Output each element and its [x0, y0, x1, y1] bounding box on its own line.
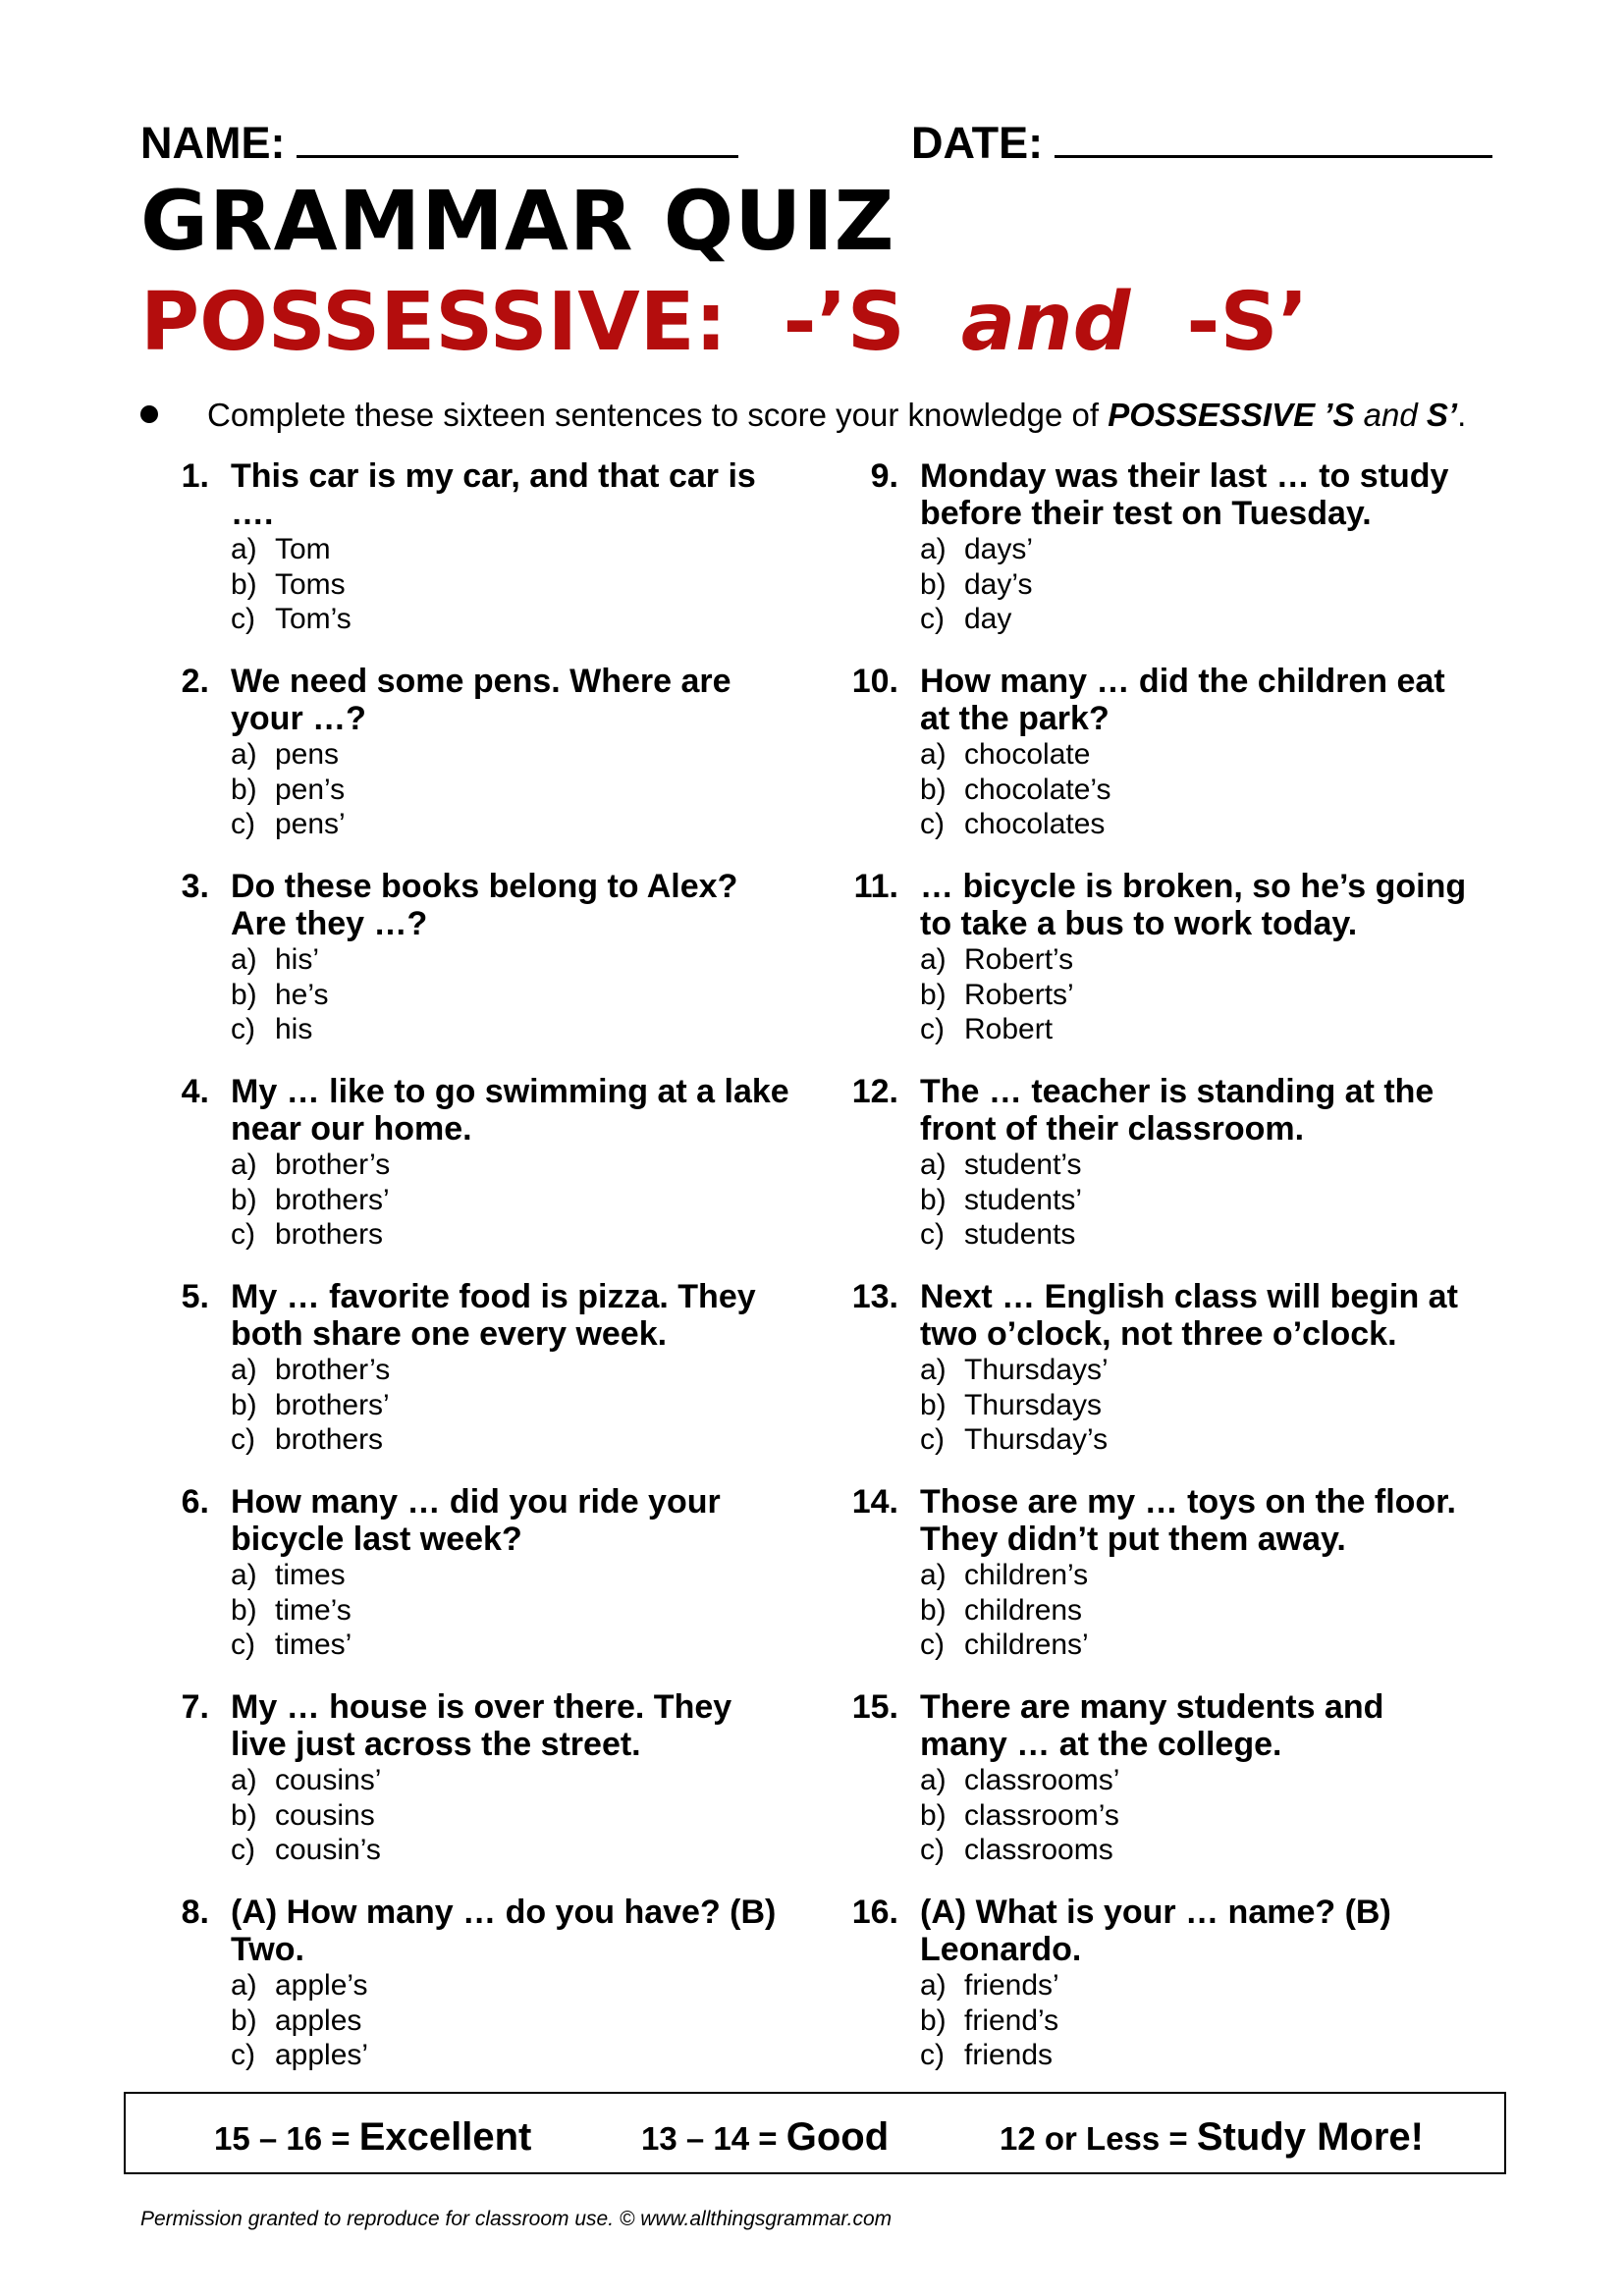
option-letter: c) [920, 2039, 945, 2071]
option-text: day’s [964, 567, 1033, 601]
name-blank[interactable] [297, 116, 738, 158]
option-letter: b) [231, 1593, 257, 1627]
question-body [920, 1073, 1480, 1253]
answer-option[interactable] [920, 942, 1480, 978]
answer-option[interactable] [231, 1798, 790, 1834]
option-letter: b) [920, 1388, 947, 1421]
option-text: childrens’ [964, 1629, 1089, 1661]
answer-option[interactable] [920, 807, 1480, 842]
option-text: his [275, 1013, 313, 1045]
option-text: Roberts’ [964, 978, 1074, 1011]
question-body [231, 1483, 790, 1663]
option-letter: b) [920, 1593, 947, 1627]
option-text: cousin’s [275, 1834, 381, 1866]
answer-option[interactable] [231, 1217, 790, 1253]
question-number: 7. [181, 1688, 209, 1726]
question-text: There are many students and many … at the college. [920, 1688, 1384, 1763]
option-text: brothers’ [275, 1183, 390, 1216]
option-text: his’ [275, 943, 320, 976]
option-letter: c) [920, 603, 945, 635]
option-text: brothers [275, 1218, 384, 1251]
date-field [911, 116, 1492, 169]
option-letter: a) [920, 533, 947, 565]
option-text: apples’ [275, 2039, 369, 2071]
answer-option[interactable] [920, 602, 1480, 637]
instructions-period: . [1457, 397, 1467, 433]
date-blank[interactable] [1055, 116, 1492, 158]
question-number: 15. [851, 1688, 898, 1726]
option-text: Tom [275, 533, 331, 565]
question-text: Monday was their last … to study before their test on Tuesday. [920, 457, 1449, 532]
question-number: 12. [851, 1073, 898, 1110]
option-letter: a) [231, 533, 257, 565]
option-text: day [964, 603, 1012, 635]
score-excellent [214, 2115, 531, 2160]
option-text: brother’s [275, 1354, 391, 1386]
option-letter: a) [231, 738, 257, 771]
option-text: childrens [964, 1593, 1083, 1627]
answer-option[interactable] [920, 567, 1480, 603]
option-letter: b) [231, 978, 257, 1011]
option-letter: c) [920, 1629, 945, 1661]
answer-option[interactable] [920, 1422, 1480, 1458]
option-letter: a) [920, 943, 947, 976]
option-text: times’ [275, 1629, 352, 1661]
question-number: 1. [181, 457, 209, 495]
option-letter: c) [231, 2039, 255, 2071]
option-letter: a) [920, 1764, 947, 1796]
option-text: Thursdays [964, 1388, 1103, 1421]
answer-option[interactable] [231, 2038, 790, 2073]
question-number: 6. [181, 1483, 209, 1521]
question-number: 14. [851, 1483, 898, 1521]
option-text: Toms [275, 567, 346, 601]
question-text: (A) What is your … name? (B) Leonardo. [920, 1894, 1391, 1968]
question-text: My … favorite food is pizza. They both share one every week. [231, 1278, 756, 1353]
option-letter: b) [231, 773, 257, 806]
question-text: How many … did the children eat at the park? [920, 663, 1445, 737]
option-text: times [275, 1559, 346, 1591]
answer-option[interactable] [231, 532, 790, 567]
answer-option[interactable] [231, 1558, 790, 1593]
answer-option[interactable] [231, 602, 790, 637]
answer-option[interactable] [920, 2038, 1480, 2073]
option-text: Robert [964, 1013, 1054, 1045]
answer-option[interactable] [920, 1763, 1480, 1798]
option-text: brothers [275, 1423, 384, 1456]
score-range: 13 – 14 = [641, 2120, 786, 2157]
option-text: student’s [964, 1148, 1082, 1181]
instructions-text: Complete these sixteen sentences to score your knowledge of [207, 397, 1109, 433]
score-range: 15 – 16 = [214, 2120, 359, 2157]
question-number: 11. [853, 868, 898, 905]
answer-option[interactable] [231, 807, 790, 842]
answer-option[interactable] [920, 1593, 1480, 1629]
answer-option[interactable] [231, 1148, 790, 1183]
option-text: pen’s [275, 773, 346, 806]
option-letter: a) [920, 1148, 947, 1181]
option-text: cousins’ [275, 1764, 382, 1796]
quiz-subtitle [140, 276, 1309, 369]
option-letter: b) [231, 2003, 257, 2037]
option-text: Thursdays’ [964, 1354, 1109, 1386]
option-letter: a) [920, 1559, 947, 1591]
question-text: My … house is over there. They live just across the street. [231, 1688, 732, 1763]
answer-option[interactable] [920, 1148, 1480, 1183]
answer-option[interactable] [920, 1968, 1480, 2003]
option-letter: c) [920, 1218, 945, 1251]
score-box [124, 2092, 1506, 2174]
answer-option[interactable] [231, 737, 790, 773]
date-label: DATE: [911, 118, 1044, 168]
option-text: chocolate [964, 738, 1091, 771]
option-text: time’s [275, 1593, 352, 1627]
answer-option[interactable] [920, 978, 1480, 1013]
option-letter: a) [920, 738, 947, 771]
option-letter: b) [920, 2003, 947, 2037]
option-letter: c) [920, 1013, 945, 1045]
question-body [920, 457, 1480, 637]
answer-option[interactable] [231, 1833, 790, 1868]
question-body [231, 457, 790, 637]
question-text: This car is my car, and that car is …. [231, 457, 756, 532]
option-text: Robert’s [964, 943, 1074, 976]
option-letter: b) [920, 773, 947, 806]
subtitle-tail: -S’ [1130, 276, 1309, 369]
option-letter: a) [231, 1969, 257, 2002]
option-text: friends’ [964, 1969, 1059, 2002]
answer-option[interactable] [231, 978, 790, 1013]
question-number: 2. [181, 663, 209, 700]
score-grade: Excellent [358, 2115, 532, 2159]
option-text: friends [964, 2039, 1054, 2071]
question-text: The … teacher is standing at the front of their classroom. [920, 1073, 1435, 1148]
answer-option[interactable] [231, 942, 790, 978]
option-letter: c) [920, 808, 945, 840]
option-letter: c) [231, 1423, 255, 1456]
answer-option[interactable] [231, 567, 790, 603]
option-letter: c) [920, 1834, 945, 1866]
option-letter: c) [231, 1834, 255, 1866]
answer-option[interactable] [231, 1593, 790, 1629]
option-letter: b) [920, 1798, 947, 1832]
question-text: (A) How many … do you have? (B) Two. [231, 1894, 777, 1968]
question-body [231, 1894, 790, 2073]
subtitle-and: and [960, 276, 1131, 369]
answer-option[interactable] [231, 2003, 790, 2039]
answer-option[interactable] [920, 1217, 1480, 1253]
question-text: We need some pens. Where are your …? [231, 663, 731, 737]
question-body [920, 663, 1480, 842]
name-field [140, 116, 738, 169]
option-text: apple’s [275, 1969, 368, 2002]
score-grade: Study More! [1196, 2115, 1424, 2159]
question-text: Those are my … toys on the floor. They didn’t put them away. [920, 1483, 1456, 1558]
option-letter: b) [231, 1798, 257, 1832]
option-letter: b) [231, 1183, 257, 1216]
answer-option[interactable] [920, 773, 1480, 808]
option-letter: b) [920, 978, 947, 1011]
answer-option[interactable] [920, 737, 1480, 773]
question-body [920, 1688, 1480, 1868]
option-text: friend’s [964, 2003, 1059, 2037]
option-letter: b) [231, 567, 257, 601]
question-body [231, 868, 790, 1047]
option-letter: a) [920, 1354, 947, 1386]
question-body [231, 1073, 790, 1253]
question-number: 3. [181, 868, 209, 905]
question-number: 16. [851, 1894, 898, 1931]
option-text: apples [275, 2003, 362, 2037]
answer-option[interactable] [920, 1012, 1480, 1047]
instructions-emphasis-end: S’ [1426, 397, 1458, 433]
option-letter: b) [231, 1388, 257, 1421]
option-letter: b) [920, 1183, 947, 1216]
option-text: children’s [964, 1559, 1089, 1591]
option-text: brothers’ [275, 1388, 390, 1421]
answer-option[interactable] [231, 1628, 790, 1663]
option-text: chocolate’s [964, 773, 1111, 806]
option-text: days’ [964, 533, 1034, 565]
option-text: classrooms’ [964, 1764, 1120, 1796]
instructions-and: and [1354, 397, 1427, 433]
question-body [231, 1688, 790, 1868]
option-letter: a) [920, 1969, 947, 2002]
option-letter: a) [231, 1764, 257, 1796]
score-study-more [1000, 2115, 1424, 2160]
answer-option[interactable] [231, 1422, 790, 1458]
question-number: 4. [181, 1073, 209, 1110]
option-text: cousins [275, 1798, 375, 1832]
instructions-emphasis: POSSESSIVE ’S [1108, 397, 1355, 433]
option-text: classroom’s [964, 1798, 1119, 1832]
question-body [231, 1278, 790, 1458]
question-number: 9. [870, 457, 898, 495]
answer-option[interactable] [231, 1012, 790, 1047]
question-number: 13. [851, 1278, 898, 1315]
option-letter: a) [231, 1559, 257, 1591]
question-text: … bicycle is broken, so he’s going to take a bus to work today. [920, 868, 1467, 942]
answer-option[interactable] [920, 1353, 1480, 1388]
question-text: Do these books belong to Alex? Are they …? [231, 868, 738, 942]
answer-option[interactable] [920, 1628, 1480, 1663]
answer-option[interactable] [920, 1558, 1480, 1593]
option-text: Tom’s [275, 603, 352, 635]
question-body [920, 868, 1480, 1047]
option-letter: c) [231, 1218, 255, 1251]
question-number: 10. [851, 663, 898, 700]
answer-option[interactable] [231, 1388, 790, 1423]
footer-note: Permission granted to reproduce for classroom use. © www.allthingsgrammar.com [140, 2208, 893, 2230]
option-text: brother’s [275, 1148, 391, 1181]
answer-option[interactable] [920, 1183, 1480, 1218]
answer-option[interactable] [231, 1183, 790, 1218]
option-text: classrooms [964, 1834, 1113, 1866]
option-letter: c) [231, 1013, 255, 1045]
option-text: pens [275, 738, 340, 771]
quiz-title: GRAMMAR QUIZ [140, 173, 895, 269]
option-text: Thursday’s [964, 1423, 1109, 1456]
option-letter: c) [231, 1629, 255, 1661]
answer-option[interactable] [920, 532, 1480, 567]
question-body [920, 1483, 1480, 1663]
option-text: chocolates [964, 808, 1106, 840]
answer-option[interactable] [231, 1763, 790, 1798]
option-letter: a) [231, 943, 257, 976]
option-text: students [964, 1218, 1076, 1251]
answer-option[interactable] [231, 1968, 790, 2003]
option-text: students’ [964, 1183, 1083, 1216]
answer-option[interactable] [920, 1798, 1480, 1834]
option-letter: c) [920, 1423, 945, 1456]
question-text: Next … English class will begin at two o’clock, not three o’clock. [920, 1278, 1458, 1353]
option-letter: a) [231, 1354, 257, 1386]
name-label: NAME: [140, 118, 286, 168]
question-body [920, 1278, 1480, 1458]
answer-option[interactable] [920, 1388, 1480, 1423]
option-letter: b) [920, 567, 947, 601]
answer-option[interactable] [920, 1833, 1480, 1868]
question-number: 8. [181, 1894, 209, 1931]
answer-option[interactable] [920, 2003, 1480, 2039]
question-body [920, 1894, 1480, 2073]
score-range: 12 or Less = [1000, 2120, 1197, 2157]
score-good [641, 2115, 889, 2160]
question-number: 5. [181, 1278, 209, 1315]
instructions [140, 397, 1466, 434]
question-text: How many … did you ride your bicycle last week? [231, 1483, 721, 1558]
score-grade: Good [785, 2115, 890, 2159]
option-letter: c) [231, 603, 255, 635]
answer-option[interactable] [231, 773, 790, 808]
option-letter: c) [231, 808, 255, 840]
question-text: My … like to go swimming at a lake near our home. [231, 1073, 789, 1148]
bullet-icon [140, 405, 158, 423]
subtitle-lead: POSSESSIVE: -’S [140, 276, 961, 369]
option-letter: a) [231, 1148, 257, 1181]
question-body [231, 663, 790, 842]
answer-option[interactable] [231, 1353, 790, 1388]
option-text: he’s [275, 978, 329, 1011]
option-text: pens’ [275, 808, 346, 840]
